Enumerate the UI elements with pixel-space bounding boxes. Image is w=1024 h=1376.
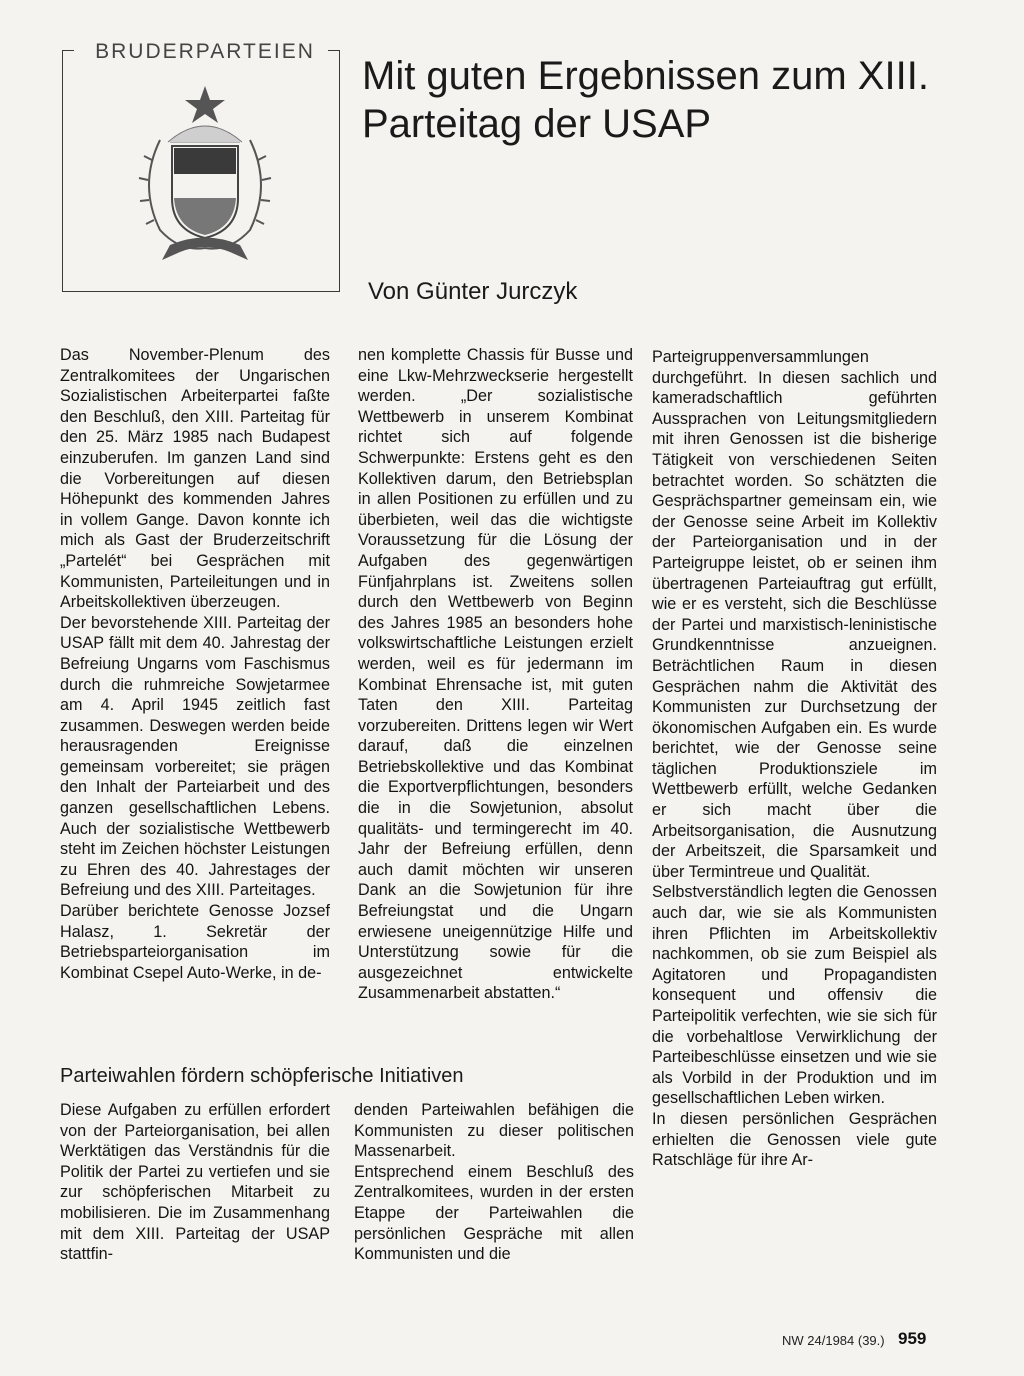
issue-reference: NW 24/1984 (39.) [782,1333,885,1348]
paragraph: Selbstverständlich legten die Genossen auch dar, wie sie als Kommunisten ihren Pflichten im Arbeitskollektiv nachkommen, ob sie zum Beispiel als Agitatoren und Propagandisten konsequent und offensiv die Parteipolitik verfechten, wie sie sich für die vorbehaltlose Verwirklichung der Parteibeschlüsse einsetzen und wie sie als Vorbild in der Produktion und im gesellschaftlichen Leben wirken. [652,883,937,1108]
paragraph: nen komplette Chassis für Busse und eine Lkw-Mehrzweckserie hergestellt werden. „Der sozialistische Wettbewerb in unserem Kombinat richtet sich auf folgende Schwerpunkte: Erstens geht es den Kollektiven darum, den Betriebsplan in allen Positionen zu erfüllen und zu überbieten, weil das die wichtigste Voraussetzung für die Lösung der Aufgaben des gegenwärtigen Fünfjahrplans ist. Zweitens sollen durch den Wettbewerb von Beginn des Jahres 1985 an besonders hohe volkswirtschaftliche Leistungen erzielt werden, weil es für jedermann im Kombinat Ehrensache ist, mit guten Taten den XIII. Parteitag vorzubereiten. Drittens legen wir Wert darauf, daß die einzelnen Betriebskollektive und das Kombinat die Exportverpflichtungen, besonders die in die Sowjetunion, absolut qualitäts- und termingerecht im 40. Jahr der Befreiung erfüllen, denn auch damit möchten wir unseren Dank an die Sowjetunion für ihre Befreiungstat und die Ungarn erwiesene uneigennützige Hilfe und Unterstützung sowie für die ausgezeichnet entwickelte Zusammenarbeit abstatten.“ [358,346,633,1003]
column-3 [652,347,937,1171]
column-2-top [358,345,633,1004]
paragraph: denden Parteiwahlen befähigen die Kommunisten zu dieser politischen Massenarbeit. [354,1101,634,1161]
paragraph: Darüber berichtete Genosse Jozsef Halasz, 1. Sekretär der Betriebsparteiorganisation im Kombinat Csepel Auto-Werke, in de- [60,902,330,982]
paragraph: In diesen persönlichen Gesprächen erhielten die Genossen viele gute Ratschläge für ihre Ar- [652,1109,937,1170]
section-subheading: Parteiwahlen fördern schöpferische Initiativen [60,1065,464,1087]
paragraph: Der bevorstehende XIII. Parteitag der USAP fällt mit dem 40. Jahrestag der Befreiung Ungarns vom Faschismus durch die ruhmreiche Sowjetarmee am 4. April 1945 zeitlich fast zusammen. Deswegen werden beide herausragenden Ereignisse gemeinsam vorbereitet; sie prägen den Inhalt der Parteiarbeit und des ganzen gesellschaftlichen Lebens. Auch der sozialistische Wettbewerb steht im Zeichen höchster Leistungen zu Ehren des 40. Jahrestages der Befreiung und des XIII. Parteitages. [60,613,330,900]
hungarian-coat-of-arms-icon [130,80,280,270]
section-kicker: BRUDERPARTEIEN [82,40,328,64]
paragraph: Entsprechend einem Beschluß des Zentralkomitees, wurden in der ersten Etappe der Parteiwahlen die persönlichen Gespräche mit allen Kommunisten und die [354,1162,634,1264]
column-1-top [60,345,330,983]
paragraph: Diese Aufgaben zu erfüllen erfordert von der Parteiorganisation, bei allen Werktätigen das Verständnis für die Politik der Partei zu vertiefen und sie zur schöpferischen Mitarbeit zu mobilisieren. Die im Zusammenhang mit dem XIII. Parteitag der USAP stattfin- [60,1101,330,1264]
article-headline: Mit guten Ergebnissen zum XIII. Parteitag der USAP [362,54,929,146]
author-byline: Von Günter Jurczyk [368,278,578,305]
paragraph: Das November-Plenum des Zentralkomitees der Ungarischen Sozialistischen Arbeiterpartei faßte den Beschluß, den XIII. Parteitag für den 25. März 1985 nach Budapest einzuberufen. Im ganzen Land sind die Vorbereitungen auf diesen Höhepunkt des kommenden Jahres in vollem Gange. Davon konnte ich mich als Gast der Bruderzeitschrift „Partelét“ bei Gesprächen mit Kommunisten, Parteileitungen und in Arbeitskollektiven überzeugen. [60,346,330,612]
column-2-bottom [354,1100,634,1265]
page-number: 959 [898,1329,927,1348]
column-1-bottom [60,1100,330,1265]
paragraph: Parteigruppenversammlungen durchgeführt. In diesen sachlich und kameradschaftlich geführten Aussprachen von Leitungsmitgliedern mit ihren Genossen ist die bisherige Tätigkeit von verschiedenen Seiten betrachtet worden. So schätzten die Gesprächspartner gemeinsam ein, wie der Genosse seine Arbeit im Kollektiv der Parteiorganisation und in der Parteigruppe leistet, ob er seinen ihm übertragenen Parteiauftrag gut erfüllt, wie er es versteht, sich die Beschlüsse der Partei und marxistisch-leninistische Grundkenntnisse anzueignen. Beträchtlichen Raum in diesen Gesprächen nahm die Aktivität des Kommunisten zur Durchsetzung der ökonomischen Aufgaben ein. Es wurde berichtet, wie der Genosse seine täglichen Produktionsziele im Wettbewerb erfüllt, welche Gedanken er sich macht über die Arbeitsorganisation, die Ausnutzung der Arbeitszeit, die Sparsamkeit und über Termintreue und Qualität. [652,348,937,881]
